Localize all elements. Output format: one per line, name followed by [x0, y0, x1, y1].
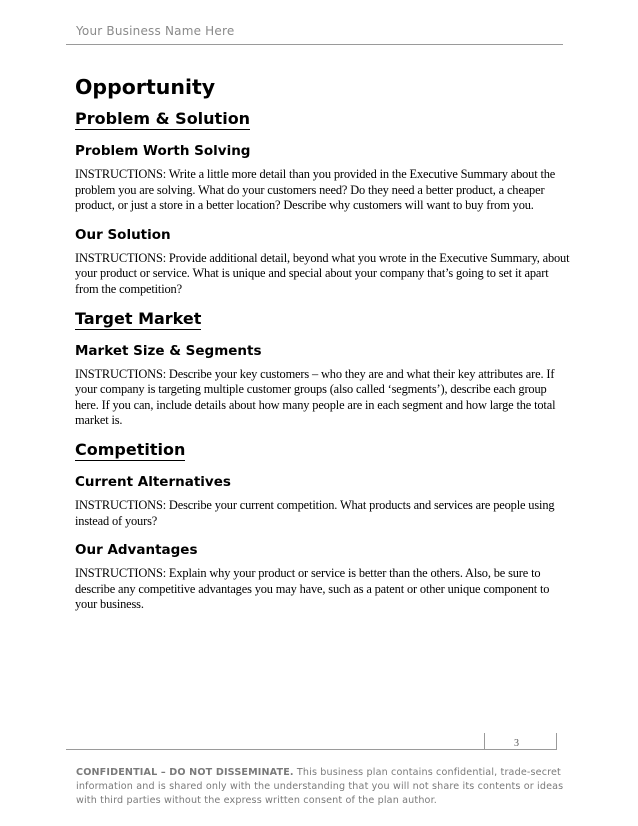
subsection-title-target-market: Target Market: [75, 308, 202, 328]
page-content: [75, 66, 570, 613]
header-business-name: Your Business Name Here: [76, 24, 235, 38]
paragraph-segments-instructions: INSTRUCTIONS: Describe your key customers – who they are and what their key attributes are. If your company is targeting multiple customer groups (also called ‘segments’), describe each group here. If you can, include details about how many people are in each segment and how large the total market is.: [75, 366, 556, 428]
heading-problem-worth-solving: Problem Worth Solving: [75, 143, 251, 159]
subsection-title-problem-solution: Problem & Solution: [75, 109, 251, 128]
heading-market-size-segments: Market Size & Segments: [75, 342, 262, 359]
page-number: 3: [514, 738, 519, 749]
heading-current-alternatives: Current Alternatives: [75, 473, 231, 490]
paragraph-alternatives-instructions: INSTRUCTIONS: Describe your current competition. What products and services are people using instead of yours?: [75, 497, 555, 528]
paragraph-problem-instructions: INSTRUCTIONS: Write a little more detail than you provided in the Executive Summary about the problem you are solving. What do your customers need? Do they need a better product, a cheaper product, or just a store in a better location? Describe why customers will want to buy from you.: [75, 167, 556, 213]
footer-page-box-right: [556, 733, 557, 750]
heading-our-advantages: Our Advantages: [75, 542, 198, 559]
footer-page-box-left: [484, 733, 485, 750]
heading-our-solution: Our Solution: [75, 226, 171, 243]
section-title-opportunity: Opportunity: [75, 75, 216, 99]
header-divider: [66, 44, 563, 45]
footer-confidentiality-notice: [76, 766, 566, 808]
footer-confidential-text: This business plan contains confidential, trade-secret information and is shared only with the understanding that you will not share its contents or ideas with third parties without the express written consent of the plan author.: [76, 767, 564, 806]
paragraph-advantages-instructions: INSTRUCTIONS: Explain why your product or service is better than the others. Also, be sure to describe any competitive advantages you may have, such as a patent or other unique component to your business.: [75, 566, 550, 612]
subsection-title-competition: Competition: [75, 439, 186, 459]
footer-divider: [66, 749, 557, 750]
footer-confidential-label: CONFIDENTIAL – DO NOT DISSEMINATE.: [76, 767, 294, 778]
paragraph-solution-instructions: INSTRUCTIONS: Provide additional detail, beyond what you wrote in the Executive Summary, about your product or service. What is unique and special about your company that’s going to set it apart from the competition?: [75, 250, 570, 296]
